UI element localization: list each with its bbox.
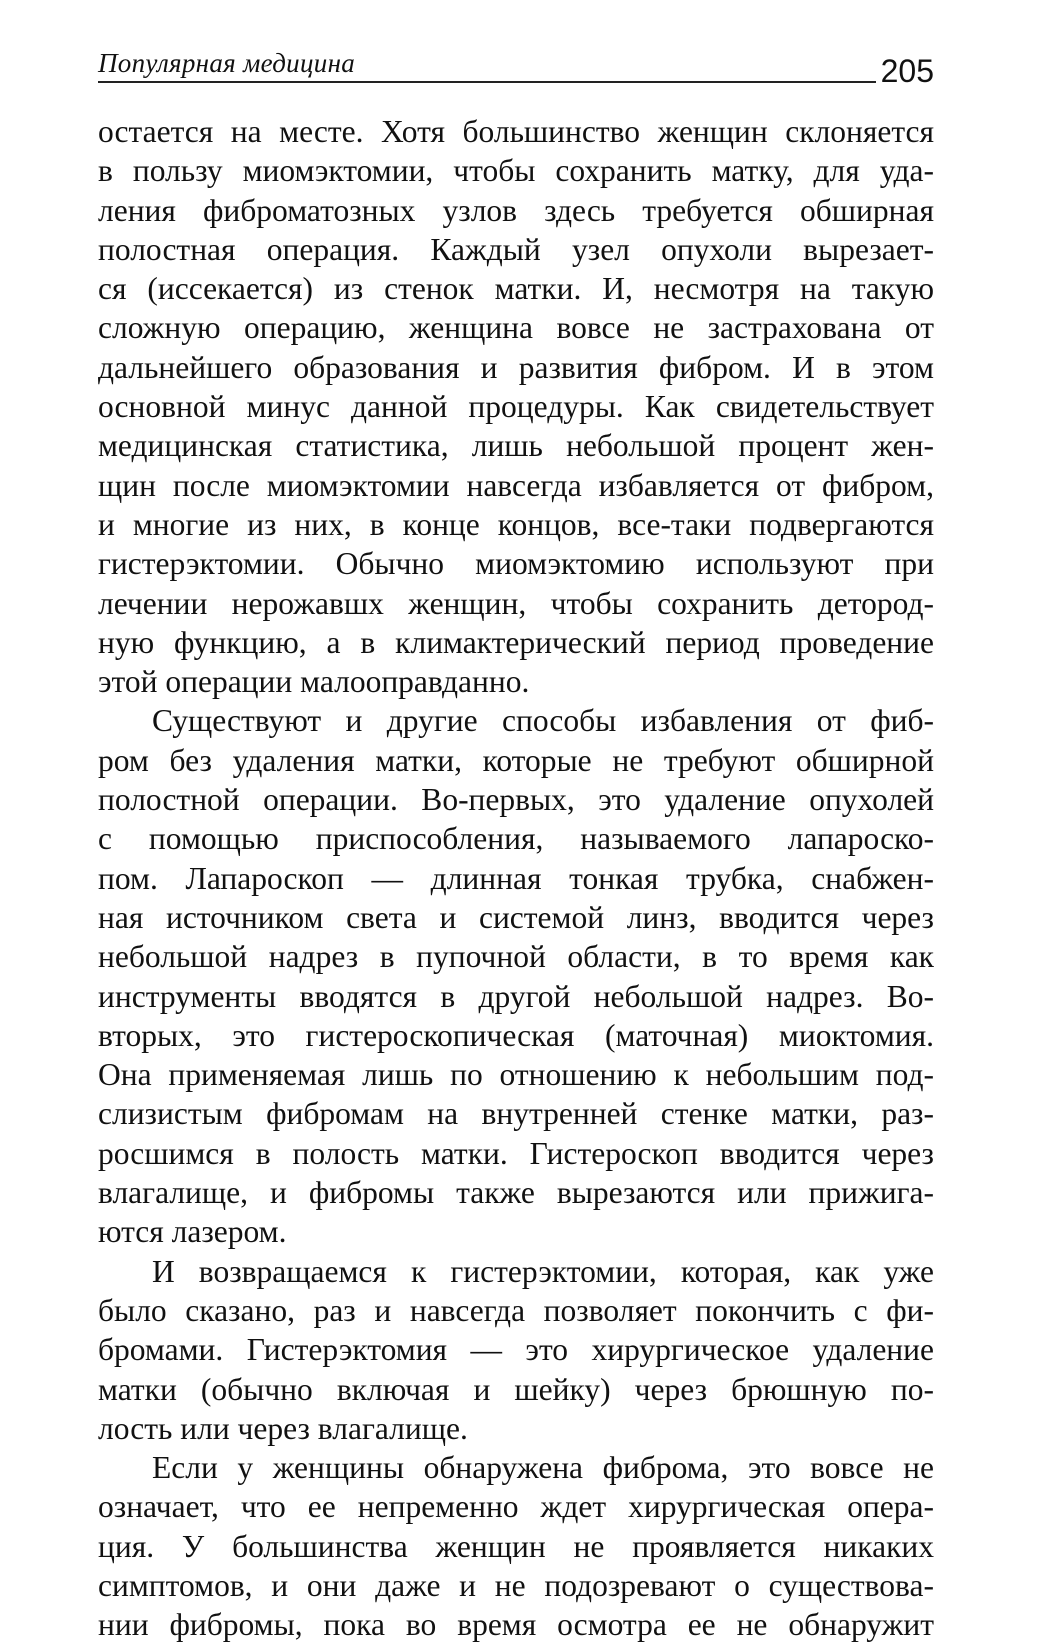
text-line: небольшой надрез в пупочной области, в то время как [98, 939, 934, 975]
text-line: симптомов, и они даже и не подозревают о существова- [98, 1567, 934, 1603]
text-line: полостной операции. Во-первых, это удаление опухолей [98, 782, 934, 818]
text-line: ся (иссекается) из стенок матки. И, несмотря на такую [98, 271, 934, 307]
text-line: с помощью приспособления, называемого лапароско- [98, 821, 934, 857]
text-line: росшимся в полость матки. Гистероскоп вводится через [98, 1135, 934, 1171]
text-line: матки (обычно включая и шейку) через брюшную по- [98, 1371, 934, 1407]
text-line: щин после миомэктомии навсегда избавляется от фибром, [98, 467, 934, 503]
text-line: бромами. Гистерэктомия — это хирургическое удаление [98, 1332, 934, 1368]
text-line: Если у женщины обнаружена фиброма, это вовсе не [152, 1450, 934, 1486]
paragraph [98, 1448, 934, 1644]
text-line: медицинская статистика, лишь небольшой процент жен- [98, 428, 934, 464]
text-line: слизистым фибромам на внутренней стенке матки, раз- [98, 1096, 934, 1132]
text-line: означает, что ее непременно ждет хирургическая опера- [98, 1489, 934, 1525]
body-text [98, 112, 934, 1645]
text-line: этой операции малооправданно. [98, 664, 530, 700]
paragraph [98, 701, 934, 1251]
text-line: остается на месте. Хотя большинство женщин склоняется [98, 114, 934, 149]
text-line: Существуют и другие способы избавления от фиб- [152, 703, 934, 739]
text-line: И возвращаемся к гистерэктомии, которая, как уже [152, 1253, 934, 1289]
header-rule [98, 81, 876, 83]
text-line: полостная операция. Каждый узел опухоли вырезает- [98, 231, 934, 267]
text-line: лечении нерожавшх женщин, чтобы сохранить детород- [98, 585, 934, 621]
text-line: сложную операцию, женщина вовсе не застрахована от [98, 310, 934, 346]
text-line: ная источником света и системой линз, вводится через [98, 899, 934, 935]
text-line: ную функцию, а в климактерический период проведение [98, 624, 934, 660]
running-title: Популярная медицина [98, 48, 356, 78]
text-line: дальнейшего образования и развития фибром. И в этом [98, 349, 934, 385]
text-line: основной минус данной процедуры. Как свидетельствует [98, 389, 934, 425]
text-line: ются лазером. [98, 1214, 287, 1250]
text-line: влагалище, и фибромы также вырезаются или прижига- [98, 1175, 934, 1211]
running-header [98, 40, 934, 90]
text-line: ром без удаления матки, которые не требуют обширной [98, 742, 934, 778]
paragraph [98, 112, 934, 701]
page-number: 205 [880, 53, 934, 89]
text-line: пом. Лапароскоп — длинная тонкая трубка, снабжен- [98, 860, 934, 896]
paragraph [98, 1252, 934, 1448]
text-line: в пользу миомэктомии, чтобы сохранить матку, для уда- [98, 153, 934, 189]
text-line: лость или через влагалище. [98, 1410, 468, 1446]
text-line: вторых, это гистероскопическая (маточная) миоктомия. [98, 1017, 934, 1053]
text-line: инструменты вводятся в другой небольшой надрез. Во- [98, 978, 934, 1014]
text-line: нии фибромы, пока во время осмотра ее не обнаружит [98, 1607, 934, 1643]
text-line: и многие из них, в конце концов, все-таки подвергаются [98, 506, 934, 542]
text-line: ция. У большинства женщин не проявляется никаких [98, 1528, 934, 1564]
text-line: гистерэктомии. Обычно миомэктомию используют при [98, 546, 934, 582]
text-line: было сказано, раз и навсегда позволяет покончить с фи- [98, 1292, 934, 1328]
text-line: Она применяемая лишь по отношению к небольшим под- [98, 1057, 934, 1093]
text-line: ления фиброматозных узлов здесь требуется обширная [98, 192, 934, 228]
